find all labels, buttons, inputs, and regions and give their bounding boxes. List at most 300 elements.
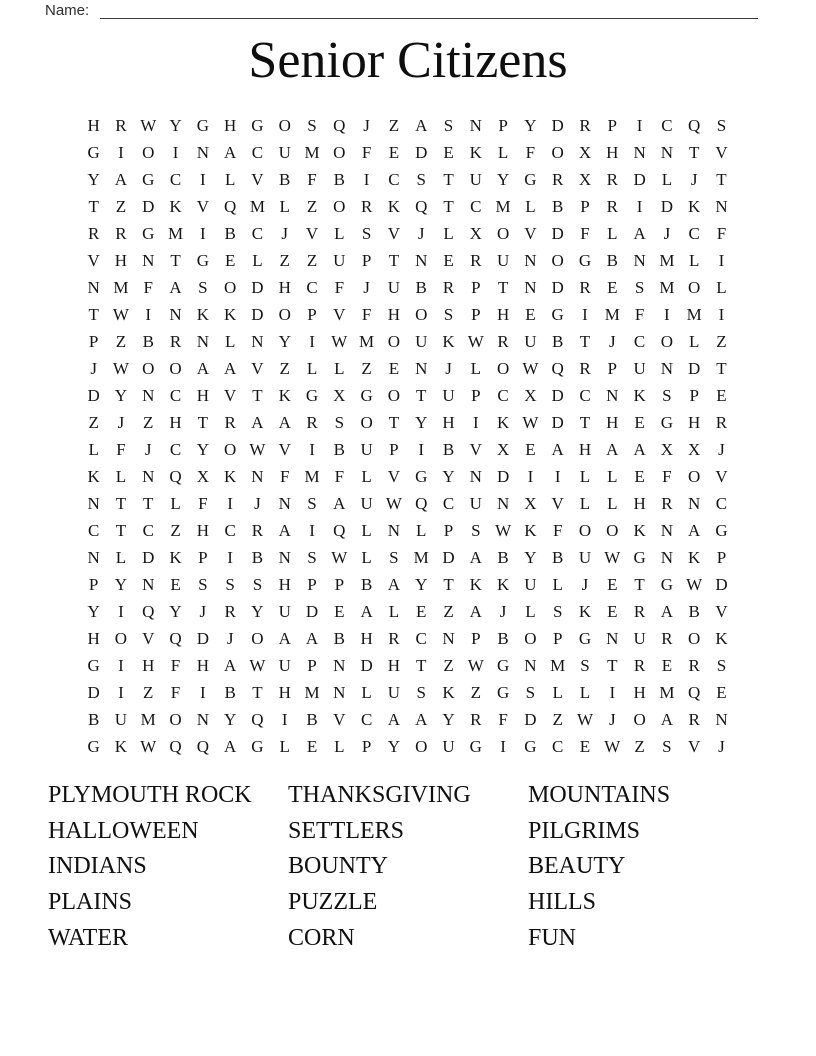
grid-cell: L [334, 358, 345, 378]
grid-cell: M [659, 682, 675, 702]
grid-cell: B [442, 439, 455, 459]
grid-cell: L [525, 196, 536, 216]
grid-cell: N [606, 628, 619, 648]
grid-cell: N [387, 520, 401, 540]
grid-cell: M [113, 277, 129, 297]
grid-cell: H [196, 655, 209, 675]
grid-cell: M [604, 304, 620, 324]
grid-cell: P [88, 331, 99, 351]
grid-cell: P [88, 574, 99, 594]
word-list-item: CORN [288, 924, 355, 951]
grid-cell: G [715, 520, 728, 540]
grid-cell: H [633, 682, 646, 702]
grid-cell: R [633, 655, 646, 675]
grid-cell: T [416, 385, 427, 405]
grid-cell: C [169, 385, 182, 405]
grid-cell: H [606, 412, 619, 432]
grid-cell: J [363, 115, 370, 135]
grid-cell: L [334, 223, 345, 243]
grid-cell: N [660, 142, 674, 162]
grid-cell: I [636, 196, 643, 216]
grid-cell: L [470, 358, 481, 378]
grid-cell: J [90, 358, 97, 378]
grid-cell: W [112, 358, 129, 378]
grid-cell: Y [524, 115, 537, 135]
grid-cell: B [415, 277, 427, 297]
grid-cell: O [223, 439, 237, 459]
grid-cell: N [524, 655, 537, 675]
grid-cell: C [224, 520, 236, 540]
grid-cell: E [416, 601, 427, 621]
grid-cell: R [470, 709, 482, 729]
grid-cell: T [579, 331, 591, 351]
grid-cell: K [442, 331, 455, 351]
grid-cell: O [578, 520, 592, 540]
grid-cell: F [334, 466, 345, 486]
grid-cell: T [443, 196, 454, 216]
letter-grid [80, 112, 735, 760]
grid-cell: R [688, 655, 700, 675]
grid-cell: G [196, 250, 209, 270]
grid-cell: T [197, 412, 209, 432]
grid-cell: D [442, 547, 455, 567]
grid-cell: X [578, 169, 592, 189]
grid-cell: N [142, 250, 155, 270]
grid-cell: E [224, 250, 236, 270]
grid-cell: T [88, 304, 99, 324]
grid-cell: U [278, 655, 291, 675]
grid-cell: H [196, 385, 209, 405]
grid-cell: I [718, 304, 725, 324]
grid-cell: A [223, 142, 237, 162]
grid-cell: S [580, 655, 590, 675]
grid-cell: K [87, 466, 100, 486]
grid-cell: R [224, 412, 236, 432]
grid-cell: I [200, 169, 206, 189]
grid-cell: C [169, 169, 182, 189]
grid-cell: U [415, 331, 428, 351]
word-list-item: WATER [48, 924, 128, 951]
grid-cell: N [660, 520, 674, 540]
grid-cell: J [445, 358, 452, 378]
grid-cell: O [387, 331, 401, 351]
grid-cell: O [142, 142, 155, 162]
word-list [48, 778, 788, 957]
grid-cell: Q [688, 115, 701, 135]
grid-cell: R [579, 277, 591, 297]
grid-cell: U [278, 601, 291, 621]
grid-cell: H [688, 412, 701, 432]
grid-cell: D [196, 628, 209, 648]
grid-cell: K [114, 736, 128, 756]
grid-cell: N [278, 547, 291, 567]
grid-cell: X [660, 439, 674, 459]
grid-cell: N [196, 142, 209, 162]
grid-cell: J [608, 331, 616, 351]
grid-cell: F [361, 304, 372, 324]
grid-cell: C [552, 736, 564, 756]
grid-cell: Y [114, 574, 128, 594]
grid-cell: B [333, 628, 345, 648]
grid-cell: X [524, 385, 537, 405]
grid-cell: U [524, 331, 537, 351]
grid-cell: D [496, 466, 510, 486]
grid-cell: Z [470, 682, 481, 702]
grid-cell: Z [115, 331, 127, 351]
grid-cell: I [527, 466, 534, 486]
grid-cell: F [361, 142, 372, 162]
grid-cell: J [117, 412, 125, 432]
grid-cell: C [470, 196, 482, 216]
grid-cell: F [279, 466, 290, 486]
grid-cell: Y [415, 574, 428, 594]
grid-cell: V [715, 142, 728, 162]
grid-cell: S [443, 304, 454, 324]
grid-cell: D [251, 277, 264, 297]
grid-cell: T [688, 142, 700, 162]
grid-cell: R [688, 709, 700, 729]
grid-cell: O [360, 412, 373, 432]
grid-cell: F [662, 466, 672, 486]
grid-cell: Y [196, 439, 209, 459]
grid-cell: S [416, 682, 426, 702]
grid-cell: X [524, 493, 537, 513]
grid-cell: M [495, 196, 511, 216]
grid-cell: B [224, 682, 236, 702]
grid-cell: P [471, 385, 481, 405]
grid-cell: C [715, 493, 728, 513]
grid-cell: P [580, 196, 590, 216]
grid-cell: M [304, 682, 320, 702]
grid-cell: D [551, 223, 564, 243]
grid-cell: P [307, 655, 317, 675]
grid-cell: R [87, 223, 100, 243]
grid-cell: L [416, 520, 427, 540]
grid-cell: G [415, 466, 428, 486]
grid-cell: N [715, 709, 728, 729]
grid-cell: S [716, 655, 727, 675]
grid-cell: B [552, 331, 564, 351]
grid-cell: J [281, 223, 289, 243]
grid-cell: P [443, 520, 454, 540]
word-list-item: BOUNTY [288, 853, 388, 880]
grid-cell: T [143, 493, 154, 513]
grid-cell: G [87, 736, 100, 756]
grid-cell: N [524, 250, 537, 270]
grid-cell: S [471, 520, 481, 540]
grid-cell: X [688, 439, 701, 459]
grid-cell: L [361, 547, 372, 567]
grid-cell: D [360, 655, 373, 675]
grid-cell: K [469, 142, 482, 162]
grid-cell: A [114, 169, 128, 189]
grid-cell: Z [279, 250, 290, 270]
grid-cell: C [142, 520, 154, 540]
grid-cell: D [660, 196, 674, 216]
grid-cell: W [331, 547, 348, 567]
grid-cell: U [442, 385, 455, 405]
grid-cell: I [363, 169, 370, 189]
grid-cell: B [552, 547, 564, 567]
grid-cell: I [472, 412, 479, 432]
grid-cell: N [633, 142, 646, 162]
grid-cell: V [142, 628, 155, 648]
grid-cell: L [443, 223, 454, 243]
grid-cell: V [333, 304, 346, 324]
grid-cell: H [442, 412, 455, 432]
grid-cell: N [469, 466, 482, 486]
grid-cell: D [551, 412, 564, 432]
grid-cell: G [142, 223, 155, 243]
grid-cell: I [281, 709, 288, 729]
grid-cell: A [606, 439, 619, 459]
grid-cell: J [363, 277, 370, 297]
grid-cell: S [716, 115, 727, 135]
grid-cell: C [169, 439, 182, 459]
grid-cell: G [360, 385, 373, 405]
grid-cell: A [633, 439, 646, 459]
grid-cell: M [659, 250, 675, 270]
grid-cell: L [361, 682, 372, 702]
grid-cell: O [606, 520, 619, 540]
grid-cell: N [196, 331, 209, 351]
grid-cell: V [688, 736, 701, 756]
grid-cell: D [633, 169, 646, 189]
grid-cell: X [196, 466, 209, 486]
grid-cell: N [278, 493, 291, 513]
grid-cell: Z [306, 196, 318, 216]
grid-cell: H [278, 682, 291, 702]
grid-cell: E [634, 466, 645, 486]
grid-cell: L [334, 736, 345, 756]
grid-cell: Y [87, 169, 100, 189]
grid-cell: L [361, 466, 372, 486]
grid-cell: I [309, 331, 315, 351]
grid-cell: D [551, 385, 564, 405]
grid-cell: S [307, 493, 317, 513]
grid-cell: F [198, 493, 208, 513]
grid-cell: O [524, 628, 537, 648]
grid-cell: V [387, 466, 401, 486]
grid-cell: S [443, 115, 454, 135]
grid-cell: X [578, 142, 592, 162]
grid-cell: A [415, 709, 428, 729]
grid-cell: R [442, 277, 455, 297]
grid-cell: E [579, 736, 591, 756]
grid-cell: R [224, 601, 236, 621]
grid-cell: E [443, 142, 454, 162]
grid-cell: I [636, 115, 643, 135]
grid-cell: U [360, 439, 373, 459]
grid-cell: D [251, 304, 264, 324]
grid-cell: E [170, 574, 181, 594]
grid-cell: H [142, 655, 155, 675]
grid-cell: F [634, 304, 645, 324]
grid-cell: I [718, 250, 725, 270]
grid-cell: L [88, 439, 99, 459]
grid-cell: P [607, 115, 618, 135]
grid-cell: Y [387, 736, 401, 756]
grid-cell: N [496, 493, 510, 513]
grid-cell: E [607, 277, 618, 297]
grid-cell: T [443, 574, 454, 594]
grid-cell: N [196, 709, 209, 729]
grid-cell: J [718, 736, 725, 756]
grid-cell: O [688, 466, 701, 486]
grid-cell: V [196, 196, 209, 216]
grid-cell: S [225, 574, 235, 594]
grid-cell: A [169, 277, 182, 297]
grid-cell: C [688, 223, 700, 243]
grid-cell: E [607, 601, 618, 621]
grid-cell: W [522, 358, 539, 378]
grid-cell: X [333, 385, 346, 405]
grid-cell: P [471, 304, 481, 324]
grid-cell: A [387, 709, 401, 729]
grid-cell: D [142, 196, 155, 216]
grid-cell: N [524, 277, 537, 297]
grid-cell: M [659, 277, 675, 297]
grid-cell: L [497, 142, 509, 162]
grid-cell: W [331, 331, 348, 351]
name-label: Name: [45, 2, 90, 19]
grid-cell: F [552, 520, 563, 540]
grid-cell: S [389, 547, 399, 567]
grid-cell: G [496, 655, 510, 675]
grid-cell: G [496, 682, 510, 702]
grid-cell: G [142, 169, 155, 189]
grid-cell: V [469, 439, 482, 459]
grid-cell: L [688, 250, 700, 270]
grid-cell: S [198, 277, 208, 297]
grid-cell: E [716, 682, 727, 702]
grid-cell: H [196, 520, 209, 540]
grid-cell: O [278, 304, 291, 324]
grid-cell: A [278, 628, 291, 648]
grid-cell: Z [443, 601, 454, 621]
grid-cell: T [115, 493, 127, 513]
grid-cell: G [633, 547, 646, 567]
grid-cell: R [115, 223, 127, 243]
grid-cell: D [688, 358, 701, 378]
grid-cell: W [385, 493, 402, 513]
grid-cell: W [522, 412, 539, 432]
grid-cell: H [387, 304, 401, 324]
grid-cell: D [551, 277, 564, 297]
grid-cell: G [551, 304, 564, 324]
grid-cell: H [169, 412, 182, 432]
grid-cell: S [525, 682, 536, 702]
grid-cell: N [688, 493, 701, 513]
puzzle-title: Senior Citizens [248, 32, 568, 89]
word-list-item: PUZZLE [288, 889, 378, 916]
grid-cell: W [249, 655, 266, 675]
grid-cell: B [688, 601, 700, 621]
grid-cell: N [715, 196, 728, 216]
grid-cell: N [415, 358, 428, 378]
grid-cell: U [360, 493, 373, 513]
grid-cell: S [307, 547, 317, 567]
grid-cell: H [223, 115, 237, 135]
grid-cell: Y [114, 385, 128, 405]
grid-cell: Z [388, 115, 400, 135]
grid-cell: E [634, 412, 645, 432]
word-list-item: HALLOWEEN [48, 817, 199, 844]
grid-cell: G [660, 412, 674, 432]
grid-cell: T [388, 250, 400, 270]
grid-cell: U [578, 547, 592, 567]
grid-cell: B [497, 547, 509, 567]
grid-cell: B [142, 331, 154, 351]
grid-cell: Q [196, 736, 209, 756]
grid-cell: I [118, 682, 124, 702]
grid-cell: A [305, 628, 319, 648]
grid-cell: T [416, 655, 427, 675]
grid-cell: U [333, 250, 346, 270]
grid-cell: I [609, 682, 616, 702]
grid-cell: B [279, 169, 291, 189]
grid-cell: L [224, 169, 236, 189]
grid-cell: B [606, 250, 618, 270]
grid-cell: K [688, 547, 701, 567]
grid-cell: B [251, 547, 264, 567]
grid-cell: C [251, 142, 264, 162]
grid-cell: G [578, 250, 592, 270]
grid-cell: R [606, 169, 618, 189]
word-list-item: MOUNTAINS [528, 782, 671, 808]
grid-cell: X [496, 439, 510, 459]
grid-cell: E [306, 736, 318, 756]
grid-cell: L [388, 601, 400, 621]
grid-cell: A [469, 601, 482, 621]
grid-cell: B [333, 169, 345, 189]
grid-cell: W [249, 439, 266, 459]
grid-cell: W [604, 736, 621, 756]
word-list-item: BEAUTY [528, 853, 626, 880]
grid-cell: O [496, 223, 510, 243]
grid-cell: N [333, 682, 346, 702]
grid-cell: Q [415, 196, 428, 216]
grid-cell: D [551, 115, 564, 135]
grid-cell: M [249, 196, 265, 216]
grid-cell: L [279, 736, 290, 756]
grid-cell: S [307, 115, 317, 135]
grid-cell: K [633, 520, 646, 540]
grid-cell: Z [634, 736, 645, 756]
grid-cell: D [87, 385, 100, 405]
grid-cell: H [496, 304, 510, 324]
grid-cell: U [387, 682, 401, 702]
grid-cell: B [224, 223, 236, 243]
grid-cell: Z [143, 682, 154, 702]
grid-cell: O [169, 358, 182, 378]
grid-cell: A [551, 439, 564, 459]
grid-cell: N [142, 385, 155, 405]
grid-cell: N [442, 628, 455, 648]
grid-cell: V [333, 709, 346, 729]
grid-cell: Q [333, 520, 346, 540]
grid-cell: K [169, 547, 182, 567]
grid-cell: N [87, 547, 100, 567]
grid-cell: B [552, 196, 564, 216]
grid-cell: E [525, 304, 536, 324]
grid-cell: J [226, 628, 234, 648]
grid-cell: W [604, 547, 621, 567]
grid-cell: Z [88, 412, 99, 432]
grid-cell: Q [551, 358, 564, 378]
grid-cell: V [715, 466, 728, 486]
grid-cell: U [469, 493, 482, 513]
